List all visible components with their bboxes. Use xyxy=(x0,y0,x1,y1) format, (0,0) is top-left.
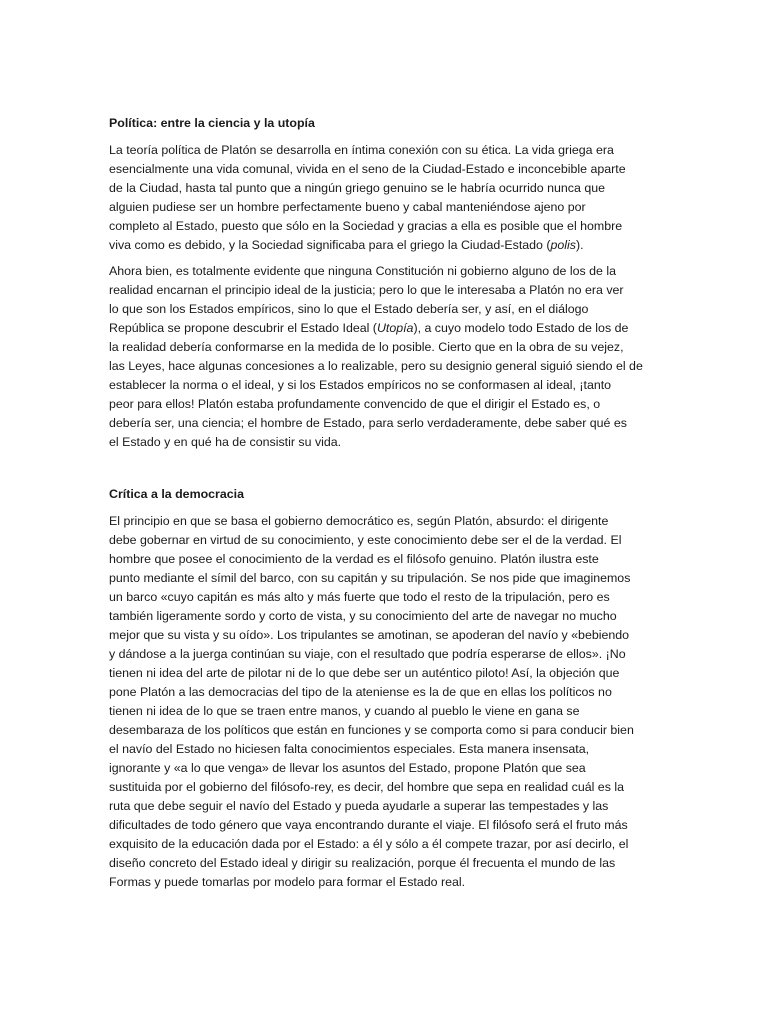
text-line: realidad encarnan el principio ideal de la justicia; pero lo que le interesaba a Platón no era ver xyxy=(109,283,624,297)
text-line: Formas y puede tomarlas por modelo para formar el Estado real. xyxy=(109,875,466,889)
text-line xyxy=(109,236,661,255)
text-line: y dándose a la juerga continúan su viaje, con el resultado que podría esperarse de ellos». ¡No xyxy=(109,647,626,661)
italic-term: polis xyxy=(550,238,576,252)
text-line: peor para ellos! Platón estaba profundamente convencido de que el dirigir el Estado es, o xyxy=(109,397,601,411)
text-line: ruta que debe seguir el navío del Estado y pueda ayudarle a superar las tempestades y las xyxy=(109,799,609,813)
text-run: ). xyxy=(576,238,584,252)
text-line: completo al Estado, puesto que sólo en la Sociedad y gracias a ella es posible que el hombre xyxy=(109,219,623,233)
text-line: ignorante y «a lo que venga» de llevar los asuntos del Estado, propone Platón que sea xyxy=(109,761,586,775)
paragraph xyxy=(109,512,661,892)
paragraph xyxy=(109,141,661,255)
text-line: punto mediante el símil del barco, con su capitán y su tripulación. Se nos pide que imaginemos xyxy=(109,571,631,585)
text-line: diseño concreto del Estado ideal y dirigir su realización, porque él frecuenta el mundo de las xyxy=(109,856,616,870)
text-line: la realidad debería conformarse en la medida de lo posible. Cierto que en la obra de su vejez, xyxy=(109,340,624,354)
text-line xyxy=(109,319,661,338)
section-spacer xyxy=(109,459,661,484)
text-line: La teoría política de Platón se desarrolla en íntima conexión con su ética. La vida griega era xyxy=(109,143,614,157)
section-title: Política: entre la ciencia y la utopía xyxy=(109,116,315,130)
text-line: de la Ciudad, hasta tal punto que a ningún griego genuino se le habría ocurrido nunca que xyxy=(109,181,605,195)
text-line: sustituida por el gobierno del filósofo-rey, es decir, del hombre que sepa en realidad cuál es la xyxy=(109,780,624,794)
text-line: debería ser, una ciencia; el hombre de Estado, para serlo verdaderamente, debe saber qué es xyxy=(109,416,627,430)
text-line: también ligeramente sordo y corto de vista, y su conocimiento del arte de navegar no mucho xyxy=(109,609,617,623)
text-run: viva como es debido, y la Sociedad significaba para el griego la Ciudad-Estado ( xyxy=(109,238,551,252)
italic-term: Utopía xyxy=(376,321,414,335)
text-line: exquisito de la educación dada por el Estado: a él y sólo a él compete trazar, por así decirlo, el xyxy=(109,837,629,851)
text-line: tienen ni idea del arte de pilotar ni de lo que debe ser un auténtico piloto! Así, la objeción que xyxy=(109,666,620,680)
text-line: lo que son los Estados empíricos, sino lo que el Estado debería ser, y así, en el diálogo xyxy=(109,302,589,316)
section-democracia xyxy=(109,484,661,892)
section-title: Crítica a la democracia xyxy=(109,487,244,501)
text-line: debe gobernar en virtud de su conocimiento, y este conocimiento debe ser el de la verdad. El xyxy=(109,533,622,547)
paragraph xyxy=(109,262,661,452)
text-line: establecer la norma o el ideal, y si los Estados empíricos no se conformasen al ideal, ¡tanto xyxy=(109,378,612,392)
text-line: las Leyes, hace algunas concesiones a lo realizable, pero su designio general siguió siendo el de xyxy=(109,359,643,373)
text-run: República se propone descubrir el Estado Ideal ( xyxy=(109,321,377,335)
text-line: el Estado y en qué ha de consistir su vida. xyxy=(109,435,342,449)
section-politica xyxy=(109,113,661,452)
text-line: hombre que posee el conocimiento de la verdad es el filósofo genuino. Platón ilustra este xyxy=(109,552,599,566)
text-line: mejor que su vista y su oído». Los tripulantes se amotinan, se apoderan del navío y «bebiendo xyxy=(109,628,630,642)
document-page xyxy=(109,113,661,899)
text-line: pone Platón a las democracias del tipo de la ateniense es la de que en ellas los políticos no xyxy=(109,685,612,699)
text-line: alguien pudiese ser un hombre perfectamente bueno y cabal manteniéndose ajeno por xyxy=(109,200,586,214)
text-line: el navío del Estado no hiciesen falta conocimientos especiales. Esta manera insensata, xyxy=(109,742,590,756)
text-line: tienen ni idea de lo que se traen entre manos, y cuando al pueblo le viene en gana se xyxy=(109,704,580,718)
text-line: dificultades de todo género que vaya encontrando durante el viaje. El filósofo será el fruto más xyxy=(109,818,628,832)
text-run: ), a cuyo modelo todo Estado de los de xyxy=(413,321,629,335)
text-line: Ahora bien, es totalmente evidente que ninguna Constitución ni gobierno alguno de los de la xyxy=(109,264,616,278)
text-line: El principio en que se basa el gobierno democrático es, según Platón, absurdo: el dirigente xyxy=(109,514,609,528)
text-line: esencialmente una vida comunal, vivida en el seno de la Ciudad-Estado e inconcebible aparte xyxy=(109,162,626,176)
text-line: un barco «cuyo capitán es más alto y más fuerte que todo el resto de la tripulación, pero es xyxy=(109,590,610,604)
text-line: desembaraza de los políticos que están en funciones y se comporta como si para conducir bien xyxy=(109,723,634,737)
